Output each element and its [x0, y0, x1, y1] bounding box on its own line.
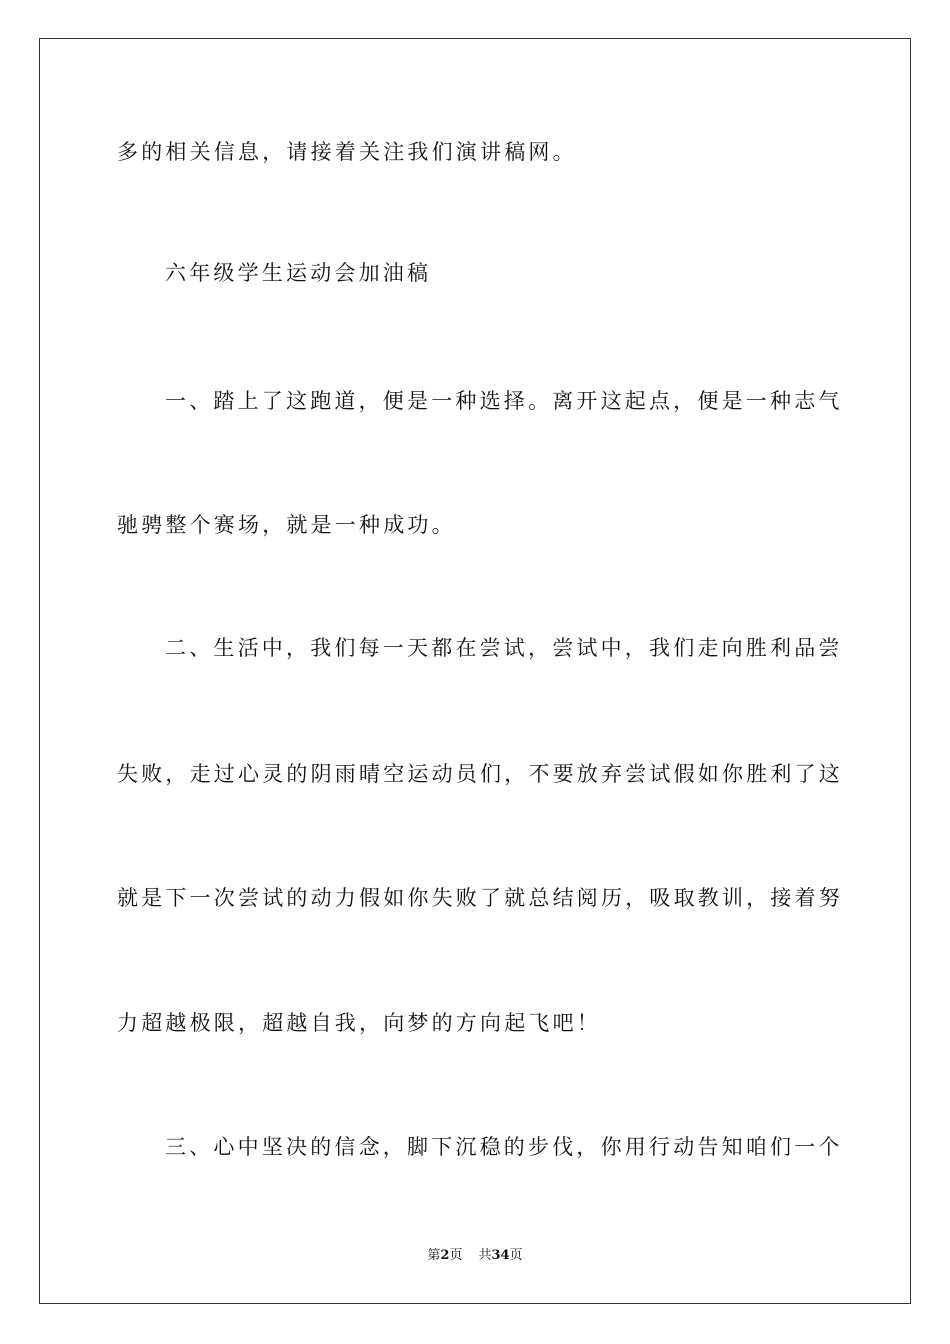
total-pages: 34	[491, 1248, 510, 1263]
section-title: 六年级学生运动会加油稿	[165, 261, 432, 285]
page-number: 2	[440, 1248, 450, 1263]
text-line-paragraph-2-cont-2: 就是下一次尝试的动力假如你失败了就总结阅历，吸取教训，接着努	[117, 886, 843, 910]
total-suffix: 页	[509, 1248, 523, 1263]
text-line-paragraph-2-cont-3: 力超越极限，超越自我，向梦的方向起飞吧！	[117, 1011, 601, 1035]
page-prefix: 第	[427, 1248, 441, 1263]
page-suffix: 页	[449, 1248, 463, 1263]
total-prefix: 共	[478, 1248, 492, 1263]
text-line-paragraph-2: 二、生活中，我们每一天都在尝试，尝试中，我们走向胜利品尝	[165, 636, 843, 660]
text-line-paragraph-2-cont-1: 失败，走过心灵的阴雨晴空运动员们，不要放弃尝试假如你胜利了这	[117, 762, 843, 786]
page-border	[39, 38, 911, 1304]
text-line-paragraph-1: 一、踏上了这跑道，便是一种选择。离开这起点，便是一种志气	[165, 389, 843, 413]
page-footer	[0, 1246, 950, 1266]
text-line-paragraph-3: 三、心中坚决的信念，脚下沉稳的步伐，你用行动告知咱们一个	[165, 1135, 843, 1159]
text-line-continuation: 多的相关信息，请接着关注我们演讲稿网。	[117, 140, 577, 164]
text-line-paragraph-1-cont: 驰骋整个赛场，就是一种成功。	[117, 513, 456, 537]
